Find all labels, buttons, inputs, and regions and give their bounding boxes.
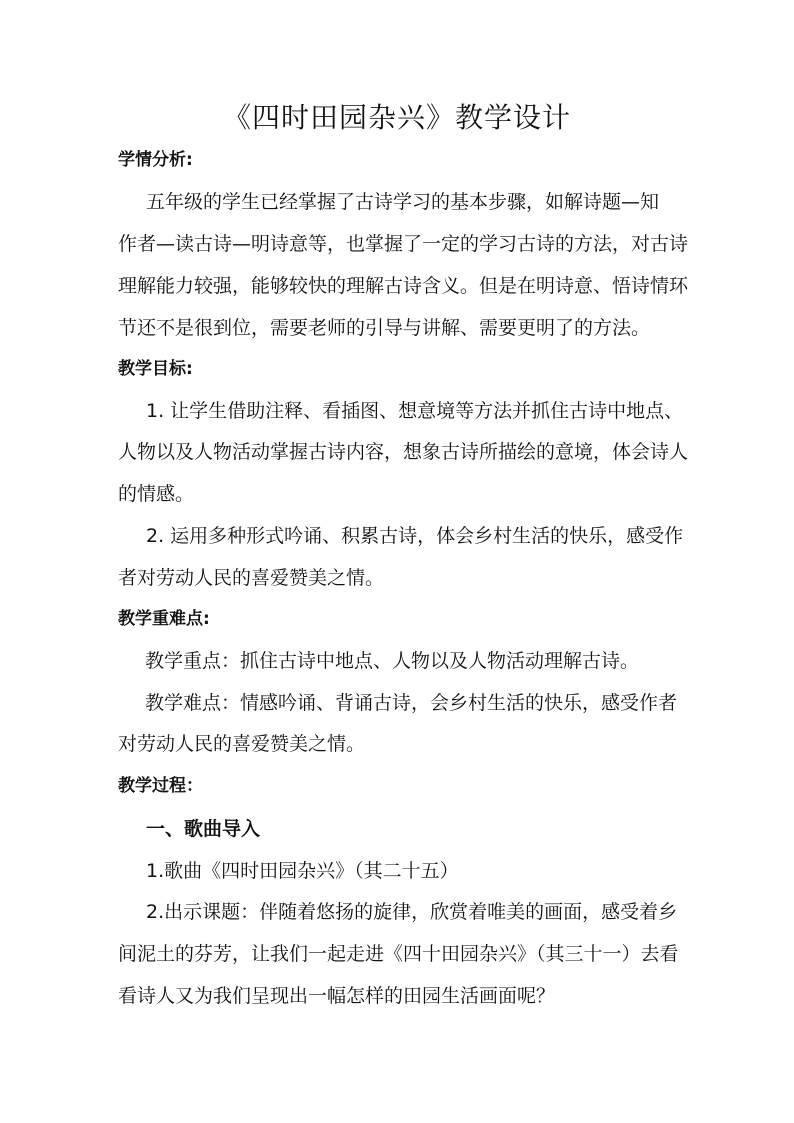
document-title: 《四时田园杂兴》教学设计 (222, 101, 571, 134)
goal-paragraph-line: 2. 运用多种形式吟诵、积累古诗，体会乡村生活的快乐，感受作 (146, 525, 684, 547)
process-item-line: 2.出示课题：伴随着悠扬的旋律，欣赏着唯美的画面，感受着乡 (146, 901, 678, 923)
analysis-paragraph-line: 作者—读古诗—明诗意等，也掌握了一定的学习古诗的方法，对古诗 (118, 233, 689, 255)
goal-paragraph-line: 的情感。 (118, 483, 195, 505)
process-section-title: 一、歌曲导入 (146, 818, 261, 840)
keypoint-line: 教学重点：抓住古诗中地点、人物以及人物活动理解古诗。 (145, 650, 640, 672)
keypoint-line: 对劳动人民的喜爱赞美之情。 (118, 733, 366, 755)
goal-paragraph-line: 者对劳动人民的喜爱赞美之情。 (118, 567, 385, 589)
goal-paragraph-line: 1. 让学生借助注释、看插图、想意境等方法并抓住古诗中地点、 (146, 400, 684, 422)
analysis-paragraph-line: 理解能力较强，能够较快的理解古诗含义。但是在明诗意、悟诗情环 (118, 275, 689, 297)
goals-heading: 教学目标: (118, 359, 193, 379)
process-item-line: 间泥土的芬芳，让我们一起走进《四十田园杂兴》（其三十一）去看 (118, 943, 679, 965)
analysis-paragraph-line: 五年级的学生已经掌握了古诗学习的基本步骤，如解诗题—知 (146, 191, 660, 213)
process-heading: 教学过程： (118, 776, 203, 796)
analysis-paragraph-line: 节还不是很到位，需要老师的引导与讲解、需要更明了的方法。 (118, 317, 651, 339)
process-item-line: 看诗人又为我们呈现出一幅怎样的田园生活画面呢？ (118, 985, 556, 1007)
keypoint-line: 教学难点：情感吟诵、背诵古诗，会乡村生活的快乐，感受作者 (145, 692, 678, 714)
goal-paragraph-line: 人物以及人物活动掌握古诗内容，想象古诗所描绘的意境，体会诗人 (118, 441, 689, 463)
process-item-line: 1.歌曲《四时田园杂兴》（其二十五） (146, 860, 459, 882)
analysis-heading: 学情分析: (118, 150, 193, 170)
keypoints-heading: 教学重难点: (118, 609, 210, 629)
